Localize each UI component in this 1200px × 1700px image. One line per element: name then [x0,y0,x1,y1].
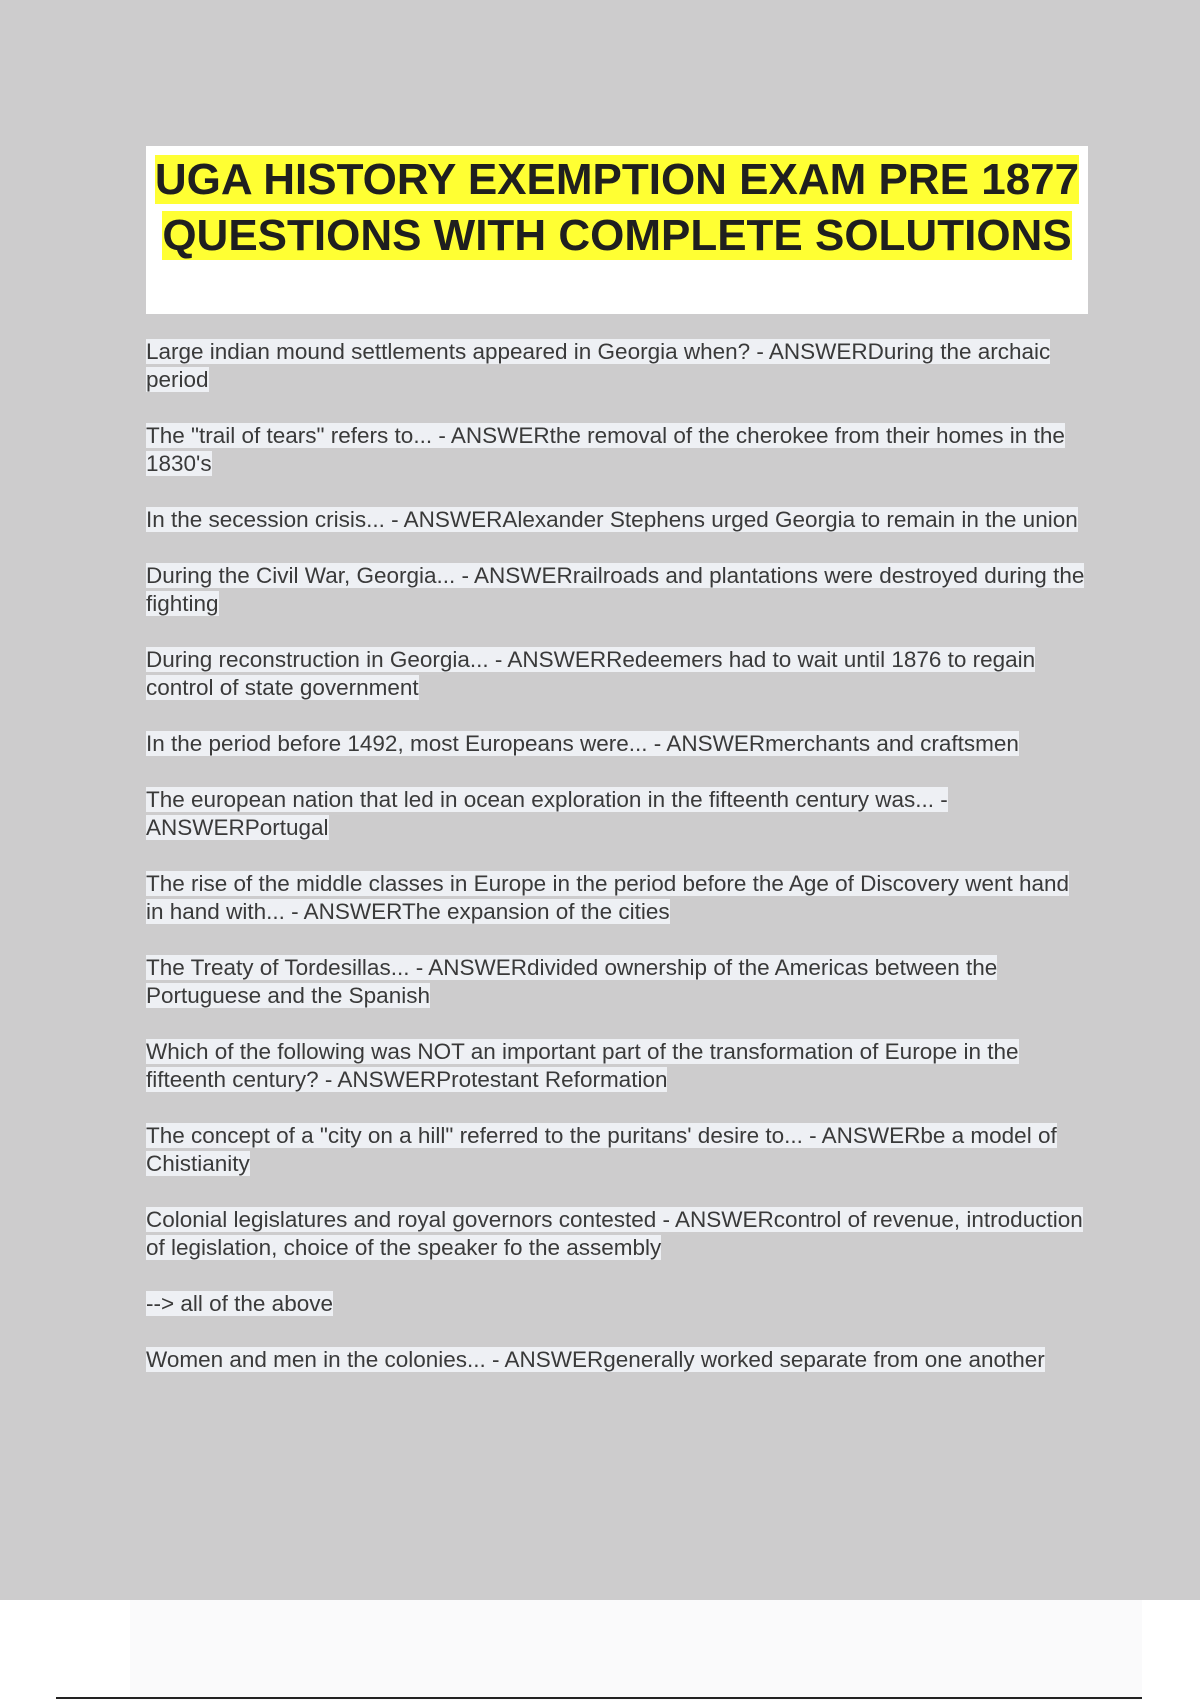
qa-item [146,730,1086,758]
qa-item [146,506,1086,534]
qa-item [146,1290,1086,1318]
qa-item [146,562,1086,618]
qa-item [146,1038,1086,1094]
qa-text: The rise of the middle classes in Europe in the period before the Age of Discovery went hand in hand with... - ANSWERThe expansion of the cities [146,871,1070,924]
qa-text: Colonial legislatures and royal governors contested - ANSWERcontrol of revenue, introduction of legislation, choice of the speaker fo the assembly [146,1207,1083,1260]
qa-text: --> all of the above [146,1291,333,1316]
document-title [146,152,1088,264]
qa-item [146,422,1086,478]
qa-text: The "trail of tears" refers to... - ANSWERthe removal of the cherokee from their homes in the 1830's [146,423,1065,476]
qa-item [146,954,1086,1010]
qa-item [146,1346,1086,1374]
footer-divider [56,1697,1142,1699]
qa-text: In the period before 1492, most Europeans were... - ANSWERmerchants and craftsmen [146,731,1019,756]
qa-item [146,870,1086,926]
qa-text: Which of the following was NOT an important part of the transformation of Europe in the fifteenth century? - ANSWERProtestant Reformation [146,1039,1019,1092]
qa-item [146,338,1086,394]
qa-item [146,646,1086,702]
qa-text: Women and men in the colonies... - ANSWERgenerally worked separate from one another [146,1347,1045,1372]
qa-text: The european nation that led in ocean exploration in the fifteenth century was... - ANSWERPortugal [146,787,948,840]
qa-text: The concept of a "city on a hill" referred to the puritans' desire to... - ANSWERbe a model of Chistianity [146,1123,1057,1176]
qa-text: In the secession crisis... - ANSWERAlexander Stephens urged Georgia to remain in the union [146,507,1078,532]
qa-text: The Treaty of Tordesillas... - ANSWERdivided ownership of the Americas between the Portuguese and the Spanish [146,955,998,1008]
qa-list [146,338,1086,1402]
qa-text: During the Civil War, Georgia... - ANSWERrailroads and plantations were destroyed during the fighting [146,563,1085,616]
qa-item [146,1206,1086,1262]
qa-item [146,1122,1086,1178]
qa-item [146,786,1086,842]
qa-text: Large indian mound settlements appeared in Georgia when? - ANSWERDuring the archaic period [146,339,1051,392]
footer-band [130,1600,1142,1700]
title-box [146,146,1088,314]
document-title-text: UGA HISTORY EXEMPTION EXAM PRE 1877 QUESTIONS WITH COMPLETE SOLUTIONS [154,155,1080,260]
qa-text: During reconstruction in Georgia... - ANSWERRedeemers had to wait until 1876 to regain control of state government [146,647,1036,700]
